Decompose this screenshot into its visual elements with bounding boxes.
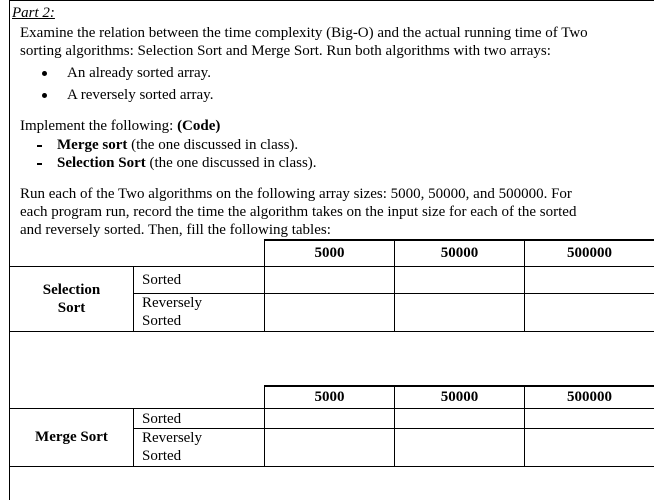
bullet-icon [42, 71, 47, 76]
time-cell[interactable] [525, 293, 654, 331]
row-label-line: Reversely [142, 430, 202, 446]
dash-item-selection [57, 154, 317, 172]
time-cell[interactable] [395, 428, 525, 466]
time-cell[interactable] [265, 266, 395, 293]
bullet-icon [42, 93, 47, 98]
table-header-spacer [10, 240, 134, 266]
dash-item-rest: (the one discussed in class). [127, 137, 299, 153]
row-label-reversely-sorted [134, 293, 265, 331]
table-header-spacer [10, 386, 134, 408]
intro-line-1: Examine the relation between the time complexity (Big-O) and the actual running time of Two [20, 25, 588, 41]
algorithm-label: Selection [42, 281, 101, 298]
time-cell[interactable] [265, 408, 395, 428]
column-header: 50000 [395, 386, 525, 408]
row-label-sorted: Sorted [134, 408, 265, 428]
row-label-reversely-sorted [134, 428, 265, 466]
dash-icon [37, 145, 42, 147]
run-line-1: Run each of the Two algorithms on the following array sizes: 5000, 50000, and 500000. For [20, 186, 572, 202]
column-header: 5000 [265, 240, 395, 266]
bullet-item-sorted: An already sorted array. [67, 65, 211, 81]
row-label-line: Reversely [142, 295, 202, 311]
column-header: 500000 [525, 386, 654, 408]
algorithm-label-cell [10, 408, 134, 466]
time-cell[interactable] [395, 408, 525, 428]
page-border-top [9, 0, 654, 1]
row-label-line: Sorted [142, 313, 182, 329]
time-cell[interactable] [395, 293, 525, 331]
dash-icon [37, 163, 42, 165]
dash-item-merge [57, 136, 298, 154]
row-label-sorted: Sorted [134, 266, 265, 293]
table-header-spacer [134, 240, 265, 266]
algorithm-label: Sort [57, 299, 86, 316]
bullet-item-reversed: A reversely sorted array. [67, 87, 214, 103]
section-heading: Part 2: [12, 5, 55, 21]
run-line-3: and reversely sorted. Then, fill the following tables: [20, 222, 331, 238]
table-header-spacer [134, 386, 265, 408]
intro-line-2: sorting algorithms: Selection Sort and Merge Sort. Run both algorithms with two arrays: [20, 43, 551, 59]
implement-code-label: (Code) [177, 118, 221, 134]
time-cell[interactable] [265, 293, 395, 331]
column-header: 5000 [265, 386, 395, 408]
implement-text: Implement the following: [20, 118, 178, 134]
time-cell[interactable] [525, 428, 654, 466]
implement-line [20, 117, 220, 135]
time-cell[interactable] [525, 266, 654, 293]
time-cell[interactable] [395, 266, 525, 293]
row-label-line: Sorted [142, 448, 182, 464]
time-cell[interactable] [265, 428, 395, 466]
column-header: 50000 [395, 240, 525, 266]
run-line-2: each program run, record the time the algorithm takes on the input size for each of the sorted [20, 204, 577, 220]
column-header: 500000 [525, 240, 654, 266]
dash-item-rest: (the one discussed in class). [145, 155, 317, 171]
algorithm-label: Merge Sort [35, 429, 108, 445]
algorithm-label-cell [10, 266, 134, 331]
time-cell[interactable] [525, 408, 654, 428]
dash-item-bold: Selection Sort [57, 155, 146, 171]
selection-sort-table [9, 239, 654, 332]
dash-item-bold: Merge sort [57, 137, 128, 153]
merge-sort-table [9, 385, 654, 467]
